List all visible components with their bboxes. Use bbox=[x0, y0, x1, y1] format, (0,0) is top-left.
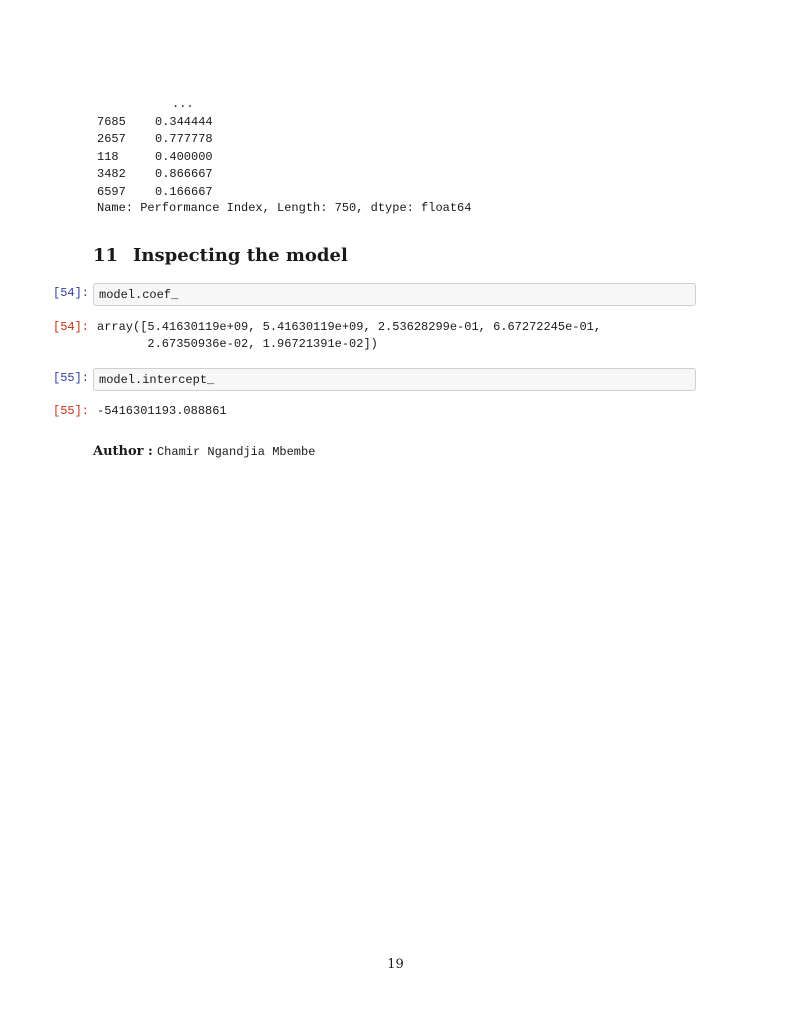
output-prompt: [54]: bbox=[53, 320, 90, 334]
input-prompt: [55]: bbox=[53, 371, 90, 385]
series-index: 6597 bbox=[97, 185, 126, 199]
input-prompt: [54]: bbox=[53, 286, 90, 300]
series-value: 0.166667 bbox=[155, 185, 213, 199]
code-text: model.intercept_ bbox=[99, 373, 215, 387]
output-prompt: [55]: bbox=[53, 404, 90, 418]
series-index: 3482 bbox=[97, 167, 126, 181]
author-label: Author : bbox=[93, 444, 153, 459]
section-heading bbox=[93, 245, 348, 266]
series-value: 0.866667 bbox=[155, 167, 213, 181]
output-line: -5416301193.088861 bbox=[97, 404, 227, 418]
series-index: 7685 bbox=[97, 115, 126, 129]
code-text: model.coef_ bbox=[99, 288, 179, 302]
series-value: 0.777778 bbox=[155, 132, 213, 146]
series-index: 2657 bbox=[97, 132, 126, 146]
code-cell-input[interactable] bbox=[93, 283, 696, 306]
output-line: 2.67350936e-02, 1.96721391e-02]) bbox=[97, 337, 378, 351]
series-value: 0.344444 bbox=[155, 115, 213, 129]
series-footer: Name: Performance Index, Length: 750, dtype: float64 bbox=[97, 201, 472, 215]
section-number: 11 bbox=[93, 245, 119, 266]
series-index: 118 bbox=[97, 150, 119, 164]
page-number: 19 bbox=[387, 957, 404, 972]
author-line bbox=[93, 444, 315, 459]
section-title: Inspecting the model bbox=[133, 245, 348, 266]
output-line: array([5.41630119e+09, 5.41630119e+09, 2.53628299e-01, 6.67272245e-01, bbox=[97, 320, 602, 334]
series-value: 0.400000 bbox=[155, 150, 213, 164]
code-cell-input[interactable] bbox=[93, 368, 696, 391]
series-ellipsis: ... bbox=[172, 97, 194, 111]
author-name: Chamir Ngandjia Mbembe bbox=[156, 445, 316, 459]
